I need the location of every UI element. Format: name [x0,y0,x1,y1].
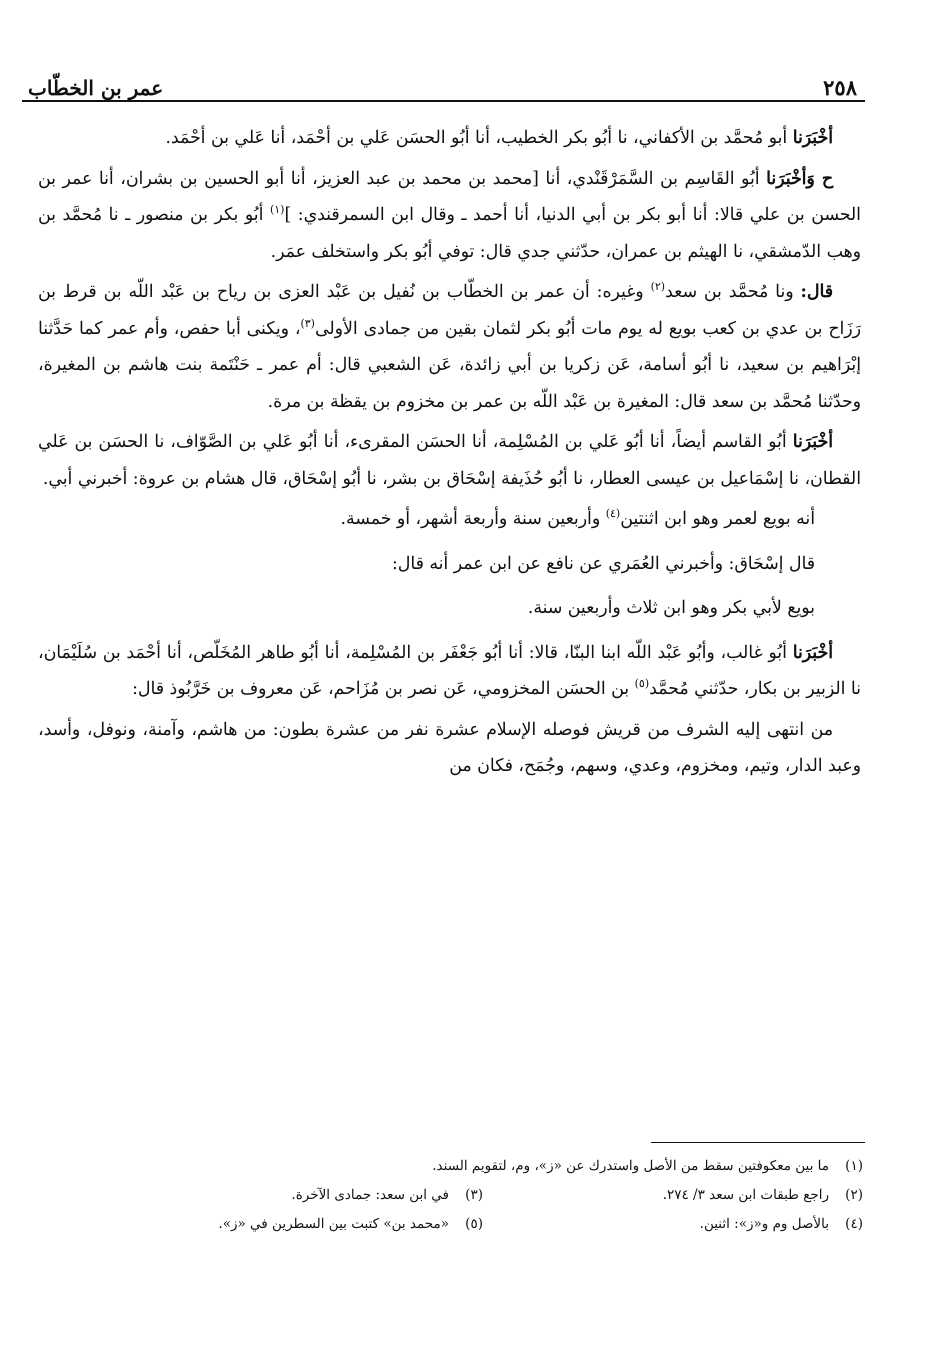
paragraph-text: ونا مُحمَّد بن سعد [665,282,801,302]
paragraph-text: أبُو القاسم أيضاً، أنا أبُو عَلي بن المُسْلِمة، أنا الحسَن المقرىء، أنا أبُو عَلي بن الصَّوّاف، نا الحسَن بن عَلي القطان، نا إسْمَاعيل بن عيسى العطار، نا أبُو حُذَيفة إسْحَاق بن بشر، نا أبُو إسْحَاق، قال هشام بن عروة: أخبرني أبي. [38,432,861,489]
footnote-3 [291,1181,483,1210]
footnote-text: بالأصل وم و«ز»: اثنين. [699,1216,829,1232]
keyword: أخْبَرَنا [792,128,833,148]
paragraph-text: وغيره: أن عمر بن الخطّاب بن نُفيل بن عَبْد العزى بن رياح بن عَبْد اللّه بن قرط بن رَزَاح بن عدي بن كعب بويع له يوم مات أبُو بكر لثمان بقين من جمادى الأولى [38,282,861,339]
footnote-ref: (٤) [605,507,621,521]
main-text [38,120,861,789]
quote-text: وأربعين سنة وأربعة أشهر، أو خمسة. [340,509,606,529]
footnote-text: في ابن سعد: جمادى الآخرة. [291,1187,449,1203]
footnote-5 [218,1210,483,1239]
paragraph-2 [38,161,861,271]
footnote-row [60,1181,863,1210]
paragraph-4 [38,424,861,497]
paragraph-text: أبُو القَاسِم بن السَّمَرْقَنْدي، أنا [محمد بن محمد بن عبد العزيز، أنا أبو الحسين بن بشران، أنا عمر بن الحسن بن علي قالا: أنا أبو بكر بن أبي الدنيا، أنا أحمد ـ وقال ابن السمرقندي: ] [38,168,861,225]
keyword: ح وَأخْبَرَنا [766,168,833,189]
footnote-1 [432,1152,863,1181]
footnote-number: (٥) [465,1216,483,1232]
quote-text: أنه بويع لعمر وهو ابن اثنتين [620,509,815,529]
footnote-number: (٢) [845,1187,863,1203]
page-number: ٢٥٨ [823,75,857,100]
running-title: عمر بن الخطّاب [28,76,164,100]
paragraph-5 [38,635,861,708]
paragraph-6: من انتهى إليه الشرف من قريش فوصله الإسلام عشرة نفر من عشرة بطون: من هاشم، وآمنة، ونوفل، وأسد، وعبد الدار، وتيم، ومخزوم، وعدي، وسهم، وجُمَح، فكان من [38,719,861,776]
footnote-ref: (٣) [300,316,315,330]
paragraph-text: ، ويكنى أبا حفص، وأم عمر كما حَدَّثنا إبْرَاهيم بن سعيد، نا أبُو أسامة، عَن زكريا بن أبي زائدة، عَن الشعبي قال: أم عمر ـ حَنْتَمة بنت هاشم بن المغيرة، وحدّثنا مُحمَّد بن سعد قال: المغيرة بن عَبْد اللّه بن عمر بن مخزوم بن يقظة بن مرة. [38,318,861,412]
keyword: أخْبَرَنا [792,432,833,452]
paragraph-text: بن الحسَن المخزومي، عَن نصر بن مُزَاحم، عَن معروف بن خَرَّبُوذ قال: [132,679,635,699]
footnote-number: (٣) [465,1187,483,1203]
footnote-text: راجع طبقات ابن سعد ٣/ ٢٧٤. [662,1187,829,1203]
quote-3: بويع لأبي بكر وهو ابن ثلاث وأربعين سنة. [527,598,815,618]
page-header [22,60,865,100]
quote-2: قال إسْحَاق: وأخبرني العُمَري عن نافع عن ابن عمر أنه قال: [391,553,815,574]
footnote-rule [651,1142,865,1143]
paragraph-text: أبُو بكر بن منصور ـ نا مُحمَّد بن وهب الدّمشقي، نا الهيثم بن عمران، حدّثني جدي قال: توفي أبُو بكر واستخلف عمَر. [38,205,861,262]
footnote-ref: (٢) [650,280,666,294]
footnote-4 [483,1210,863,1239]
footnotes [60,1152,863,1239]
footnote-number: (١) [845,1158,863,1174]
paragraph-text: أبُو غالب، وأبُو عَبْد اللّه ابنا البنّا، قالا: أنا أبُو جَعْفَر بن المُسْلِمة، أنا أبُو طاهر المُخَلّص، أنا أحْمَد بن سُلَيْمَان، نا الزبير بن بكار، حدّثني مُحمَّد [38,642,861,699]
footnote-ref: (١) [269,203,285,217]
footnote-row [60,1152,863,1181]
footnote-2 [483,1181,863,1210]
footnote-ref: (٥) [634,677,650,691]
footnote-text: ما بين معكوفتين سقط من الأصل واستدرك عن «ز»، وم، لتقويم السند. [432,1158,829,1174]
paragraph-3 [38,274,861,420]
quote-1 [38,501,861,538]
paragraph-text: أبو مُحمَّد بن الأكفاني، نا أبُو بكر الخطيب، أنا أبُو الحسَن عَلي بن أحْمَد، أنا عَلي بن أحْمَد. [165,128,793,148]
keyword: قال: [800,282,833,302]
footnote-text: «محمد بن» كتبت بين السطرين في «ز». [218,1216,449,1232]
header-rule [22,100,865,102]
keyword: أخْبَرَنا [792,642,833,663]
paragraph-1 [38,120,861,157]
footnote-number: (٤) [845,1216,863,1232]
footnote-row [60,1210,863,1239]
